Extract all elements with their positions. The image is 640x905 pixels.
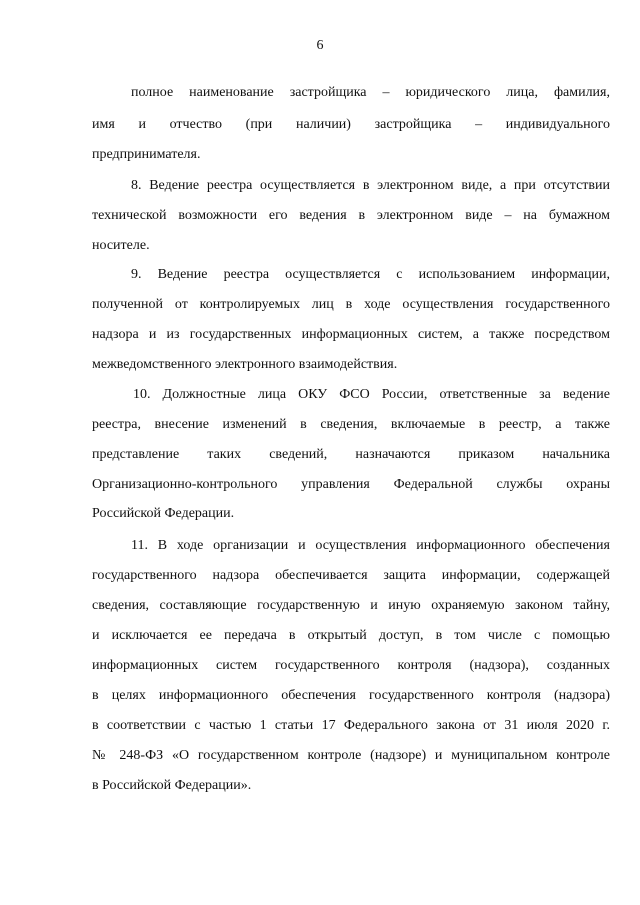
paragraph-10-line-1: 10. Должностные лица ОКУ ФСО России, ответственные за ведение	[133, 387, 610, 402]
paragraph-9-line-1: 9. Ведение реестра осуществляется с использованием информации,	[131, 267, 610, 282]
paragraph-11-line-8: № 248-ФЗ «О государственном контроле (надзоре) и муниципальном контроле	[92, 748, 610, 763]
paragraph-11-line-6: в целях информационного обеспечения государственного контроля (надзора)	[92, 688, 610, 703]
paragraph-10-line-5: Российской Федерации.	[92, 506, 235, 521]
paragraph-continuation-line-1: полное наименование застройщика – юридического лица, фамилия,	[131, 85, 610, 100]
paragraph-continuation-line-3: предпринимателя.	[92, 147, 201, 162]
paragraph-11-line-5: информационных систем государственного контроля (надзора), созданных	[92, 658, 610, 673]
paragraph-9-line-3: надзора и из государственных информационных систем, а также посредством	[92, 327, 610, 342]
paragraph-continuation-line-2: имя и отчество (при наличии) застройщика – индивидуального	[92, 117, 610, 132]
paragraph-11-line-7: в соответствии с частью 1 статьи 17 Федерального закона от 31 июля 2020 г.	[92, 718, 610, 733]
paragraph-11-line-2: государственного надзора обеспечивается защита информации, содержащей	[92, 568, 610, 583]
paragraph-10-line-2: реестра, внесение изменений в сведения, включаемые в реестр, а также	[92, 417, 610, 432]
paragraph-10-line-4: Организационно-контрольного управления Федеральной службы охраны	[92, 477, 610, 492]
paragraph-8-line-1: 8. Ведение реестра осуществляется в электронном виде, а при отсутствии	[131, 178, 610, 193]
paragraph-11-line-9: в Российской Федерации».	[92, 778, 252, 793]
paragraph-10-line-3: представление таких сведений, назначаются приказом начальника	[92, 447, 610, 462]
paragraph-11-line-3: сведения, составляющие государственную и иную охраняемую законом тайну,	[92, 598, 610, 613]
paragraph-11-line-4: и исключается ее передача в открытый доступ, в том числе с помощью	[92, 628, 610, 643]
page-number: 6	[316, 38, 324, 53]
paragraph-8-line-2: технической возможности его ведения в электронном виде – на бумажном	[92, 208, 610, 223]
paragraph-8-line-3: носителе.	[92, 238, 150, 253]
paragraph-9-line-2: полученной от контролируемых лиц в ходе осуществления государственного	[92, 297, 610, 312]
paragraph-11-line-1: 11. В ходе организации и осуществления информационного обеспечения	[131, 538, 610, 553]
paragraph-9-line-4: межведомственного электронного взаимодействия.	[92, 357, 398, 372]
